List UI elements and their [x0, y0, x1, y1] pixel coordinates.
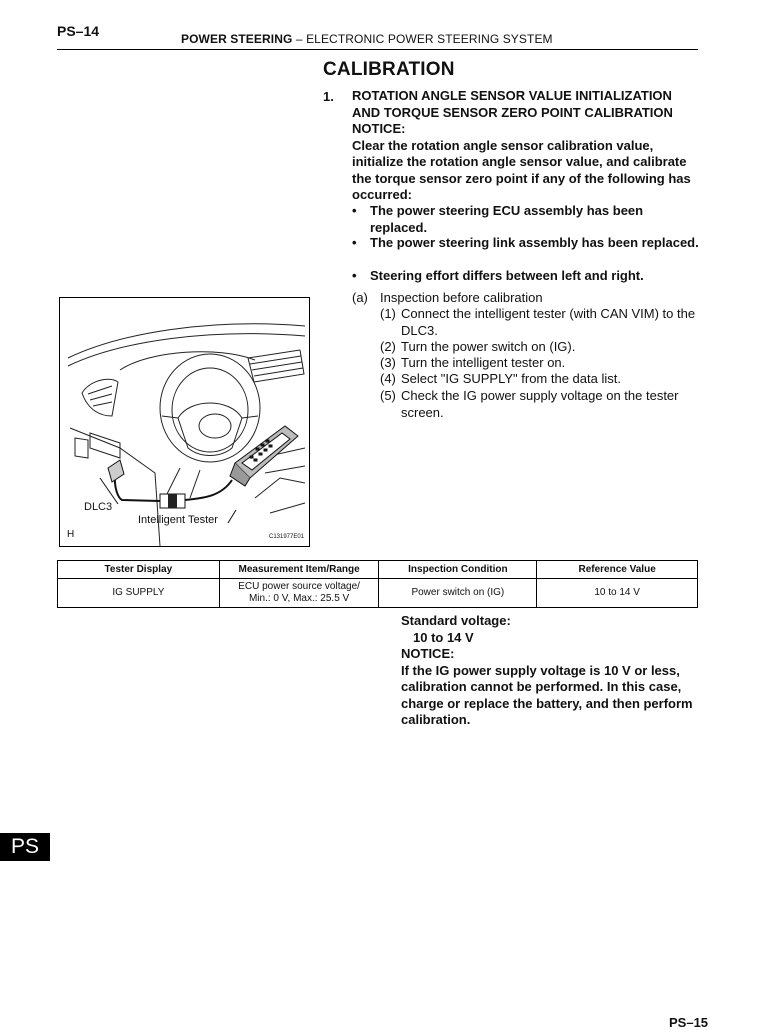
cell-tester-display: IG SUPPLY	[58, 579, 220, 608]
data-list-table	[57, 560, 698, 608]
step-title-line-1: ROTATION ANGLE SENSOR VALUE INITIALIZATION	[352, 88, 672, 103]
instruction-text: Connect the intelligent tester (with CAN VIM) to the DLC3.	[401, 306, 696, 338]
instruction-text: Check the IG power supply voltage on the tester screen.	[401, 388, 679, 420]
cell-reference-value: 10 to 14 V	[537, 579, 698, 608]
cell-inspection-condition: Power switch on (IG)	[379, 579, 537, 608]
standard-value: 10 to 14 V	[413, 629, 474, 645]
step-number: 1.	[323, 89, 334, 104]
notice-label: NOTICE:	[352, 121, 406, 136]
substep-label: (a)	[352, 290, 368, 305]
bullet-text: Steering effort differs between left and right.	[370, 268, 644, 283]
instruction-text: Select "IG SUPPLY" from the data list.	[401, 371, 621, 386]
column-header: Tester Display	[58, 561, 220, 579]
measurement-line-1: ECU power source voltage/	[238, 581, 360, 592]
running-header	[181, 32, 553, 46]
notice-label: NOTICE:	[401, 646, 455, 661]
instruction-text: Turn the power switch on (IG).	[401, 339, 576, 354]
substep-title: Inspection before calibration	[380, 290, 543, 305]
cell-measurement-item	[219, 579, 379, 608]
header-title-rest: ELECTRONIC POWER STEERING SYSTEM	[306, 32, 553, 46]
column-header: Reference Value	[537, 561, 698, 579]
instruction-number: (1)	[380, 306, 396, 321]
notice-text: Clear the rotation angle sensor calibration value, initialize the rotation angle sensor value, and calibrate the torque sensor zero point if any of the following has occurred:	[352, 137, 691, 202]
header-separator: –	[292, 32, 307, 46]
figure-code: C131977E01	[269, 534, 305, 540]
instruction-text: Turn the intelligent tester on.	[401, 355, 566, 370]
table-row	[58, 579, 698, 608]
instruction-number: (2)	[380, 339, 396, 354]
tester-label: Intelligent Tester	[138, 514, 218, 526]
page-number: PS–14	[57, 23, 100, 39]
measurement-line-2: Min.: 0 V, Max.: 25.5 V	[248, 593, 350, 604]
header-title-bold: POWER STEERING	[181, 32, 293, 46]
next-page-number: PS–15	[669, 1015, 709, 1030]
notice-text: If the IG power supply voltage is 10 V or less, calibration cannot be performed. In this case, charge or replace the battery, and then perform calibration.	[401, 662, 693, 727]
column-header: Inspection Condition	[379, 561, 537, 579]
section-title: CALIBRATION	[323, 59, 455, 80]
column-header: Measurement Item/Range	[219, 561, 379, 579]
standard-label: Standard voltage:	[401, 613, 511, 628]
dlc3-label: DLC3	[84, 501, 113, 513]
instruction-number: (3)	[380, 355, 396, 370]
table-header-row	[58, 561, 698, 579]
step-title	[352, 88, 702, 204]
step-title-line-2: AND TORQUE SENSOR ZERO POINT CALIBRATION	[352, 104, 673, 120]
instruction-number: (4)	[380, 371, 396, 386]
bullet-dot: •	[352, 268, 357, 283]
instruction-number: (5)	[380, 388, 396, 403]
bullet-dot: •	[352, 235, 357, 250]
bullet-text: The power steering ECU assembly has been replaced.	[370, 203, 644, 235]
bullet-dot: •	[352, 203, 357, 218]
dashboard-illustration	[59, 297, 310, 547]
header-rule	[57, 49, 698, 50]
standard-voltage-block	[401, 613, 701, 729]
figure-corner-letter: H	[67, 529, 75, 540]
bullet-text: The power steering link assembly has been replaced.	[370, 235, 699, 250]
section-tab: PS	[0, 833, 50, 861]
